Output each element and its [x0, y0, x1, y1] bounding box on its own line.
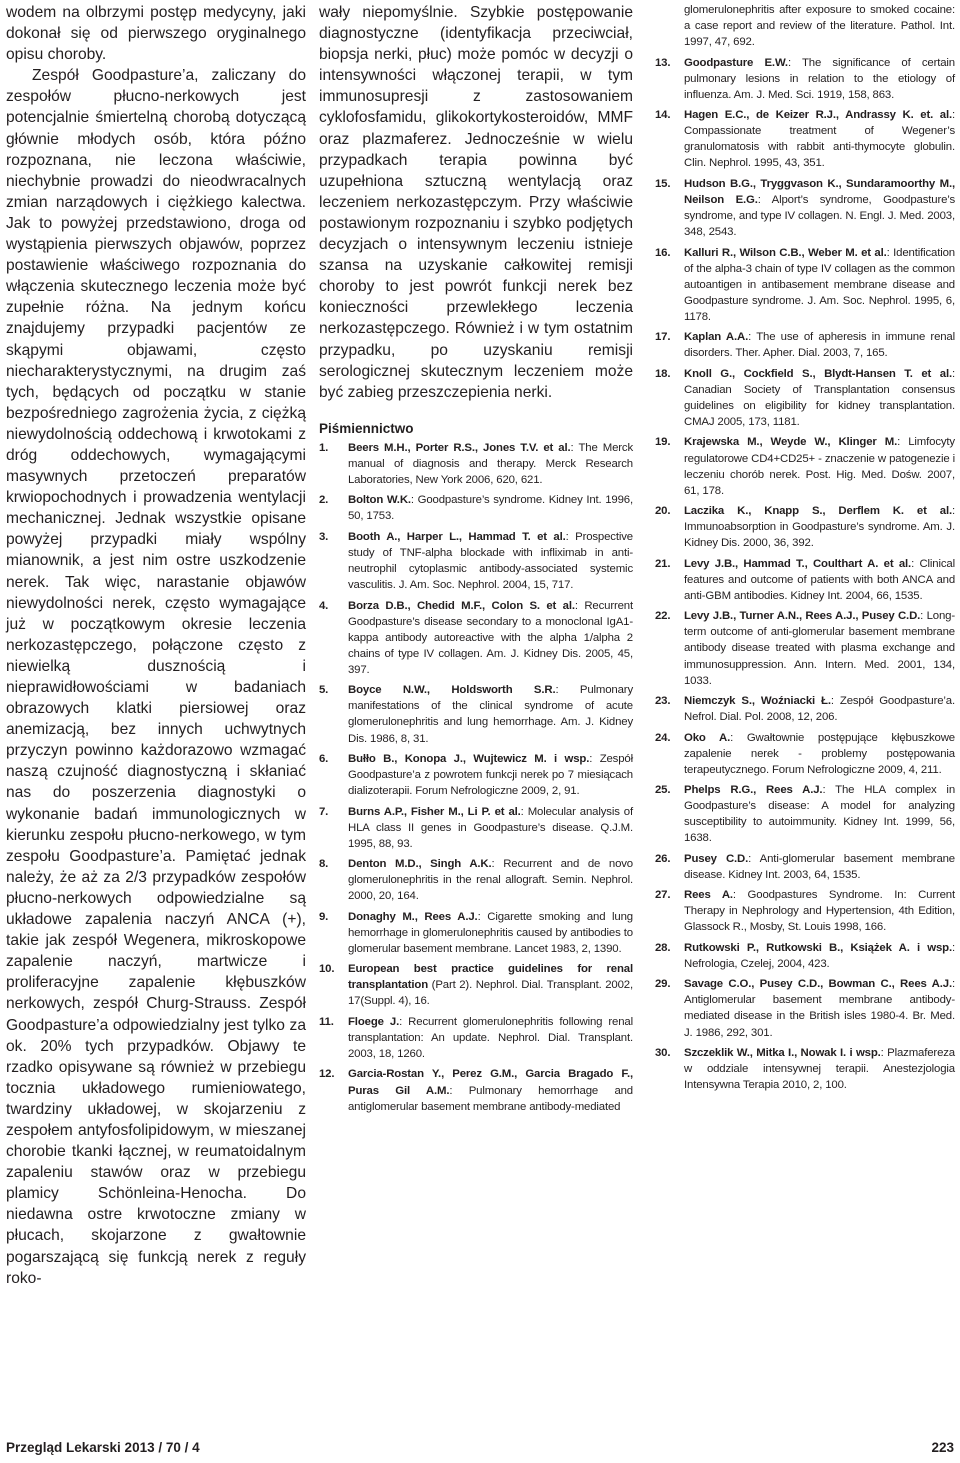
references-heading: Piśmiennictwo: [319, 420, 414, 436]
reference-number: 4.: [319, 599, 329, 612]
reference-text: : Goodpastures Syndrome. In: Current Therapy in Nephrology and Hypertension, 4th Edition, Glassock R., Mosby, St. Louis 1998, 166.: [684, 889, 955, 934]
reference-item: [319, 440, 633, 488]
reference-authors: Szczeklik W., Mitka I., Nowak I. i wsp.: [684, 1046, 881, 1059]
reference-number: 9.: [319, 910, 329, 923]
reference-number: 8.: [319, 858, 329, 871]
reference-authors: Bułło B., Konopa J., Wujtewicz M. i wsp.: [348, 752, 590, 765]
reference-authors: Hagen E.C., de Keizer R.J., Andrassy K. et. al.: [684, 109, 952, 122]
reference-text: : Recurrent and de novo glomerulonephritis in the renal allograft. Semin. Nephrol. 2000, 20, 164.: [348, 858, 633, 903]
reference-number: 21.: [655, 557, 671, 570]
reference-item: [655, 434, 955, 498]
reference-item: [319, 856, 633, 904]
reference-item: [319, 529, 633, 593]
reference-text: : Anti-glomerular basement membrane disease. Kidney Int. 2003, 64, 1535.: [684, 852, 955, 881]
reference-number: 18.: [655, 367, 671, 380]
reference-item: [319, 961, 633, 1009]
reference-item: [319, 1066, 633, 1114]
journal-footer: Przegląd Lekarski 2013 / 70 / 4: [6, 1440, 200, 1455]
reference-text: : The Merck manual of diagnosis and therapy. Merck Research Laboratories, New York 2006, 620, 621.: [348, 441, 633, 486]
reference-item: [319, 804, 633, 852]
body-paragraph: wodem na olbrzymi postęp medycyny, jaki dokonał się od pierwszego oryginalnego opisu choroby.: [6, 4, 306, 64]
reference-authors: Oko A.: [684, 731, 731, 744]
reference-authors: Levy J.B., Hammad T., Coulthart A. et al.: [684, 557, 912, 570]
reference-number: 1.: [319, 441, 329, 454]
reference-number: 24.: [655, 731, 671, 744]
reference-authors: Pusey C.D.: [684, 852, 749, 865]
reference-authors: Beers M.H., Porter R.S., Jones T.V. et al.: [348, 441, 571, 454]
reference-item: [655, 503, 955, 551]
reference-authors: Booth A., Harper L., Hammad T. et al.: [348, 530, 566, 543]
reference-text: : Cigarette smoking and lung hemorrhage in glomerulonephritis caused by antibodies to glomerular basement membrane. Lancet 1983, 2, 1390.: [348, 910, 633, 955]
reference-authors: Knoll G., Cockfield S., Blydt-Hansen T. et al.: [684, 367, 952, 380]
reference-authors: Phelps R.G., Rees A.J.: [684, 784, 823, 797]
middle-column: [319, 2, 633, 1119]
reference-text: : Nefrologia, Czelej, 2004, 423.: [684, 941, 955, 970]
reference-authors: Savage C.O., Pusey C.D., Bowman C., Rees A.J.: [684, 978, 952, 991]
body-paragraph: Zespół Goodpasture’a, zaliczany do zespołów płucno-nerkowych jest potencjalnie śmiertelną chorobą dotyczącą głównie młodych osób, która późno rozpoznana, nie leczona właściwie, niechybnie prowadzi do nieodwracalnych zmian narządowych i ciężkiego kalectwa. Jak to powyżej przedstawiono, droga od wystąpienia pierwszych objawów, poprzez postawienie właściwego rozpoznania do włączenia skutecznego leczenia może być zupełnie różna. Na jednym końcu znajdujemy przypadki pacjentów ze skąpymi objawami, często niecharakterystycznymi, na drugim zaś tych, będących od początku w stanie bezpośredniego zagrożenia życia, z ciężką niewydolnością oddechową i krwotokami z dróg oddechowych, wymagającymi masywnych przetoczeń preparatów krwiopochodnych i prowadzenia wentylacji mechanicznej. Jednak wszystkie opisane powyżej przypadki miały wspólny mianownik, a jest nim ostre uszkodzenie nerek. Tak więc, narastanie objawów niewydolności nerek, często wymagające już w początkowym okresie leczenia nerkozastępczego, połączone często z niewielką dusznością i nieprawidłowościami w badaniach obrazowych klatki piersiowej oraz anemizacją, bez innych uchwytnych przyczyn powinno każdorazowo wzmagać naszą czujność diagnostyczną i skłaniać nas do poszerzenia diagnostyki o wykonanie badań immunologicznych w kierunku zespołu płucno-nerkowego, w tym zespołu Goodpasture’a. Pamiętać jednak należy, że aż za 2/3 przypadków zespołów płucno-nerkowych odpowiedzialne są układowe zapalenia naczyń ANCA (+), takie jak zespół Wegenera, mikroskopowe zapalenie naczyń, martwicze i proliferacyjne zapalenie kłębuszków nerkowych, zespół Churg-Strauss. Zespół Goodpasture’a odpowiedzialny jest tylko za ok. 20% tych przypadków. Objawy te rzadko opisywane są również w przebiegu tocznia układowego rumieniowatego, twardziny układowej, w skojarzeniu z zespołem antyfosfolipidowym, w mieszanej chorobie tkanki łącznej, w reumatoidalnym zapaleniu stawów oraz w przebiegu plamicy Schönleina-Henocha. Do niedawna ostre krwotoczne zmiany w płucach, skojarzone z gwałtownie pogarszającą się funkcją nerek z reguły roko-: [6, 67, 306, 1287]
reference-authors: Donaghy M., Rees A.J.: [348, 910, 478, 923]
reference-number: 25.: [655, 784, 671, 797]
reference-item: [655, 608, 955, 688]
reference-authors: Rutkowski P., Rutkowski B., Książek A. i wsp.: [684, 941, 952, 954]
reference-text: : Zespół Goodpasture’a z powrotem funkcji nerek po 7 miesiącach dializoterapii. Forum Nefrologiczne 2009, 2, 91.: [348, 752, 633, 798]
page-number: 223: [931, 1440, 954, 1455]
reference-item: [655, 851, 955, 883]
reference-text: : Long-term outcome of anti-glomerular basement membrane antibody disease treated with plasma exchange and immunosuppression. Ann. Intern. Med. 2001, 134, 1033.: [684, 610, 955, 687]
reference-authors: Garcia-Rostan Y., Perez G.M., Garcia Bragado F., Puras Gil A.M.: [348, 1068, 633, 1097]
reference-item: [655, 176, 955, 240]
reference-item: [319, 751, 633, 799]
reference-text: : Molecular analysis of HLA class II genes in Goodpasture’s disease. Q.J.M. 1995, 88, 93.: [348, 805, 633, 850]
reference-text: : Prospective study of TNF-alpha blockade with infliximab in anti-neutrophil cytoplasmic antibody-associated systemic vasculitis. J. Am. Soc. Nephrol. 2004, 15, 717.: [348, 530, 633, 592]
reference-text: : Recurrent glomerulonephritis following renal transplantation: An update. Nephrol. Dial. Transplant. 2003, 18, 1260.: [348, 1015, 633, 1061]
reference-number: 15.: [655, 177, 671, 190]
reference-item: [319, 1014, 633, 1062]
reference-text: : Recurrent Goodpasture’s disease secondary to a monoclonal IgA1- kappa antibody autoreactive with the alpha 1/alpha 2 chains of type IV collagen. Am. J. Kidney Dis. 2005, 45, 397.: [348, 599, 633, 676]
reference-text: : Immunoabsorption in Goodpasture’s syndrome. Am. J. Kidney Dis. 2000, 36, 392.: [684, 505, 955, 550]
reference-item: [655, 976, 955, 1040]
reference-text: : Goodpasture’s syndrome. Kidney Int. 1996, 50, 1753.: [348, 494, 633, 523]
reference-item: [319, 682, 633, 746]
reference-authors: Rees A.: [684, 889, 733, 902]
reference-number: 16.: [655, 246, 671, 259]
reference-authors: Denton M.D., Singh A.K.: [348, 858, 492, 871]
reference-item: [655, 366, 955, 430]
reference-authors: Kaplan A.A.: [684, 331, 749, 344]
reference-authors: Levy J.B., Turner A.N., Rees A.J., Pusey C.D.: [684, 610, 921, 623]
reference-number: 12.: [319, 1068, 335, 1081]
reference-authors: Hudson B.G., Tryggvason K., Sundaramoorthy M., Neilson E.G.: [684, 177, 955, 206]
reference-item: [655, 329, 955, 361]
reference-item: [655, 693, 955, 725]
reference-item: [655, 556, 955, 604]
reference-item: [319, 909, 633, 957]
reference-item: [655, 887, 955, 935]
reference-number: 30.: [655, 1046, 671, 1059]
body-paragraph: wały niepomyślnie. Szybkie postępowanie diagnostyczne (identyfikacja przeciwciał, biopsja nerki, płuc) może pomóc w decyzji o intensywności włączonej terapii, w tym immunosupresji z zastosowaniem cyklofosfamidu, glikokortykosteroidów, MMF oraz plazmaferez. Jednocześnie w wielu przypadkach terapia powinna być uzupełniona sztuczną wentylacją oraz leczeniem nerkozastępczym. Przy właściwie postawionym rozpoznaniu i szybko podjętych decyzjach o intensywnym leczeniu istnieje szansa na uzyskanie całkowitej remisji choroby to jest powrót funkcji nerek bez konieczności przewlekłego leczenia nerkozastępczego. Również i w tym ostatnim przypadku, po uzyskaniu remisji serologicznej skutecznym leczeniem może być zabieg przeszczepienia nerki.: [319, 4, 633, 401]
reference-number: 3.: [319, 530, 329, 543]
reference-text: : Antiglomerular basement membrane antibody-mediated disease in the British isles 1980-4. Br. Med. J. 1986, 292, 301.: [684, 978, 955, 1039]
reference-text: : The HLA complex in Goodpasture’s disease: A model for analyzing susceptibility to autoimmunity. Kidney Int. 1999, 56, 1638.: [684, 784, 955, 845]
reference-authors: Borza D.B., Chedid M.F., Colon S. et al.: [348, 599, 575, 612]
reference-number: 17.: [655, 331, 671, 344]
reference-list: [319, 440, 633, 1115]
reference-authors: Goodpasture E.W.: [684, 56, 788, 69]
reference-authors: Niemczyk S., Woźniacki Ł.: [684, 695, 831, 708]
reference-authors: Laczika K., Knapp S., Derflem K. et al.: [684, 505, 952, 518]
reference-text: : Pulmonary hemorrhage and antiglomerular basement membrane antibody-mediated: [348, 1084, 633, 1113]
reference-text: : Limfocyty regulatorowe CD4+CD25+ - znaczenie w patogenezie i leczeniu chorób nerek. Post. Hig. Med. Dośw. 2007, 61, 178.: [684, 436, 955, 497]
reference-text: : The use of apheresis in immune renal disorders. Ther. Apher. Dial. 2003, 7, 165.: [684, 331, 955, 360]
reference-authors: Kalluri R., Wilson C.B., Weber M. et al.: [684, 246, 887, 259]
reference-text: : Pulmonary manifestations of the clinical syndrome of acute glomerulonephritis and lung hemorrhage. Am. J. Kidney Dis. 1986, 8, 31.: [348, 684, 633, 745]
reference-number: 23.: [655, 695, 671, 708]
reference-number: 2.: [319, 494, 329, 507]
reference-text: : Compassionate treatment of Wegener’s granulomatosis with rabbit anti-thymocyte globulin. Clin. Nephrol. 1995, 43, 351.: [684, 109, 955, 170]
reference-number: 19.: [655, 436, 671, 449]
reference-text: : The significance of certain pulmonary lesions in relation to the etiology of influenza. Am. J. Med. Sci. 1919, 158, 863.: [684, 56, 955, 101]
reference-authors: Bolton W.K.: [348, 494, 411, 507]
reference-number: 10.: [319, 963, 335, 976]
reference-number: 5.: [319, 684, 329, 697]
reference-authors: Floege J.: [348, 1015, 400, 1028]
reference-number: 13.: [655, 56, 671, 69]
reference-authors: Burns A.P., Fisher M., Li P. et al.: [348, 805, 521, 818]
reference-text: : Zespół Goodpasture’a. Nefrol. Dial. Pol. 2008, 12, 206.: [684, 695, 955, 724]
left-column: [6, 2, 306, 1289]
reference-number: 29.: [655, 978, 671, 991]
reference-item: [319, 492, 633, 524]
reference-text: : Identification of the alpha-3 chain of type IV collagen as the common autoantigen in antibasement membrane disease and Goodpasture syndrome. J. Am. Soc. Nephrol. 1995, 6, 1178.: [684, 246, 955, 323]
reference-item-continued: [655, 2, 955, 50]
reference-number: 28.: [655, 941, 671, 954]
reference-item: [655, 782, 955, 846]
reference-text: glomerulonephritis after exposure to smoked cocaine: a case report and review of the literature. Pathol. Int. 1997, 47, 692.: [684, 4, 955, 49]
reference-number: 27.: [655, 889, 671, 902]
reference-text: : Gwałtownie postępujące kłębuszkowe zapalenie nerek - problemy postępowania terapeutycznego. Forum Nefrologiczne 2009, 4, 211.: [684, 731, 955, 776]
reference-item: [655, 245, 955, 325]
reference-number: 26.: [655, 852, 671, 865]
right-column: [655, 2, 955, 1098]
reference-authors: Krajewska M., Weyde W., Klinger M.: [684, 436, 898, 449]
reference-authors: European best practice guidelines for renal transplantation: [348, 963, 633, 992]
reference-item: [319, 598, 633, 678]
reference-text: : Clinical features and outcome of patients with both ANCA and anti-GBM antibodies. Kidney Int. 2004, 66, 1535.: [684, 557, 955, 602]
reference-item: [655, 940, 955, 972]
reference-number: 14.: [655, 109, 671, 122]
reference-number: 22.: [655, 610, 671, 623]
reference-number: 7.: [319, 805, 329, 818]
reference-number: 11.: [319, 1015, 334, 1028]
reference-authors: Boyce N.W., Holdsworth S.R.: [348, 684, 556, 697]
reference-item: [655, 730, 955, 778]
reference-text: (Part 2). Nephrol. Dial. Transplant. 2002, 17(Suppl. 4), 16.: [348, 979, 633, 1008]
reference-text: : Canadian Society of Transplantation consensus guidelines on eligibility for kidney transplantation. CMAJ 2005, 173, 1181.: [684, 367, 955, 429]
reference-item: [655, 1045, 955, 1093]
reference-item: [655, 107, 955, 171]
reference-text: : Alport’s syndrome, Goodpasture’s syndrome, and type IV collagen. N. Engl. J. Med. 2003, 348, 2543.: [684, 193, 955, 239]
reference-number: 20.: [655, 505, 671, 518]
reference-text: : Plazmafereza w oddziale intensywnej terapii. Anestezjologia Intensywna Terapia 2010, 2, 100.: [684, 1046, 955, 1092]
reference-list: [655, 2, 955, 1093]
reference-item: [655, 55, 955, 103]
reference-number: 6.: [319, 752, 329, 765]
